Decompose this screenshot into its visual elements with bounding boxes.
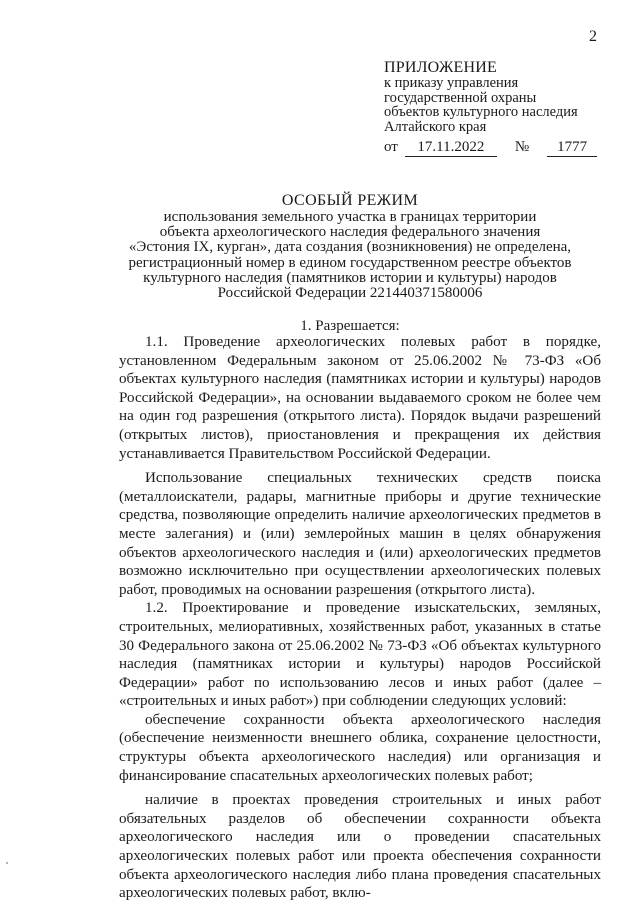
appendix-block: [384, 60, 624, 157]
paragraph-project-sections: наличие в проектах проведения строительных и иных работ обязательных разделов об обеспечении сохранности объекта археологического наследия или о проведении спасательных археологических полевых работ или проекта обеспечения сохранности объекта археологического наследия либо плана проведения спасательных археологических полевых работ, вклю-: [119, 792, 601, 902]
appendix-title: ПРИЛОЖЕНИЕ: [384, 59, 498, 76]
order-date: 17.11.2022: [405, 139, 497, 157]
appendix-line: Алтайского края: [384, 118, 487, 135]
order-prefix: от: [384, 139, 398, 155]
document-title-block: [110, 192, 590, 301]
appendix-line: к приказу управления: [384, 75, 519, 91]
title-line: использования земельного участка в границах территории: [163, 209, 537, 225]
order-line: [384, 139, 624, 157]
paragraph-1-2: 1.2. Проектирование и проведение изыскательских, земляных, строительных, мелиоративных, хозяйственных работ, указанных в статье 30 Федерального закона от 25.06.2002 № 73-ФЗ «Об объектах культурного наследия (памятниках истории и культуры) народов Российской Федерации» работ по использованию лесов и иных работ (далее – «строительных и иных работ») при соблюдении следующих условий:: [119, 600, 601, 710]
scan-artifact: [6, 862, 8, 864]
order-number: 1777: [547, 139, 597, 157]
section-heading: 1. Разрешается:: [300, 318, 400, 334]
title-line: Российской Федерации 221440371580006: [217, 285, 483, 302]
title-line: «Эстония IX, курган», дата создания (возникновения) не определена,: [128, 239, 572, 256]
appendix-line: объектов культурного наследия: [384, 104, 578, 120]
title-line: культурного наследия (памятников истории и культуры) народов: [143, 269, 557, 286]
order-number-sign: №: [514, 139, 530, 155]
body-text: [119, 333, 601, 903]
paragraph-preservation: обеспечение сохранности объекта археологического наследия (обеспечение неизменности внешнего облика, сохранение целостности, структуры объекта археологического наследия) или организация и финансирование спасательных археологических полевых работ;: [119, 711, 601, 784]
title-line: регистрационный номер в едином государственном реестре объектов: [128, 254, 572, 271]
paragraph-special-equipment: Использование специальных технических средств поиска (металлоискатели, радары, магнитные приборы и другие технические средства, позволяющие определить наличие археологических предметов в месте залегания) и (или) землеройных машин в целях обнаружения объектов археологического наследия и (или) археологических предметов возможно исключительно при осуществлении археологических полевых работ, проводимых на основании разрешения (открытого листа).: [119, 470, 601, 598]
document-title: ОСОБЫЙ РЕЖИМ: [281, 192, 419, 209]
title-line: объекта археологического наследия федерального значения: [159, 224, 541, 241]
page-number: 2: [589, 28, 597, 45]
appendix-line: государственной охраны: [384, 89, 537, 106]
paragraph-1-1: 1.1. Проведение археологических полевых работ в порядке, установленном Федеральным законом от 25.06.2002 № 73-ФЗ «Об объектах культурного наследия (памятниках истории и культуры) народов Российской Федерации», на основании выдаваемого сроком не более чем на один год разрешения (открытого листа). Порядок выдачи разрешений (открытых листов), приостановления и прекращения их действия устанавливается Правительством Российской Федерации.: [119, 334, 601, 462]
